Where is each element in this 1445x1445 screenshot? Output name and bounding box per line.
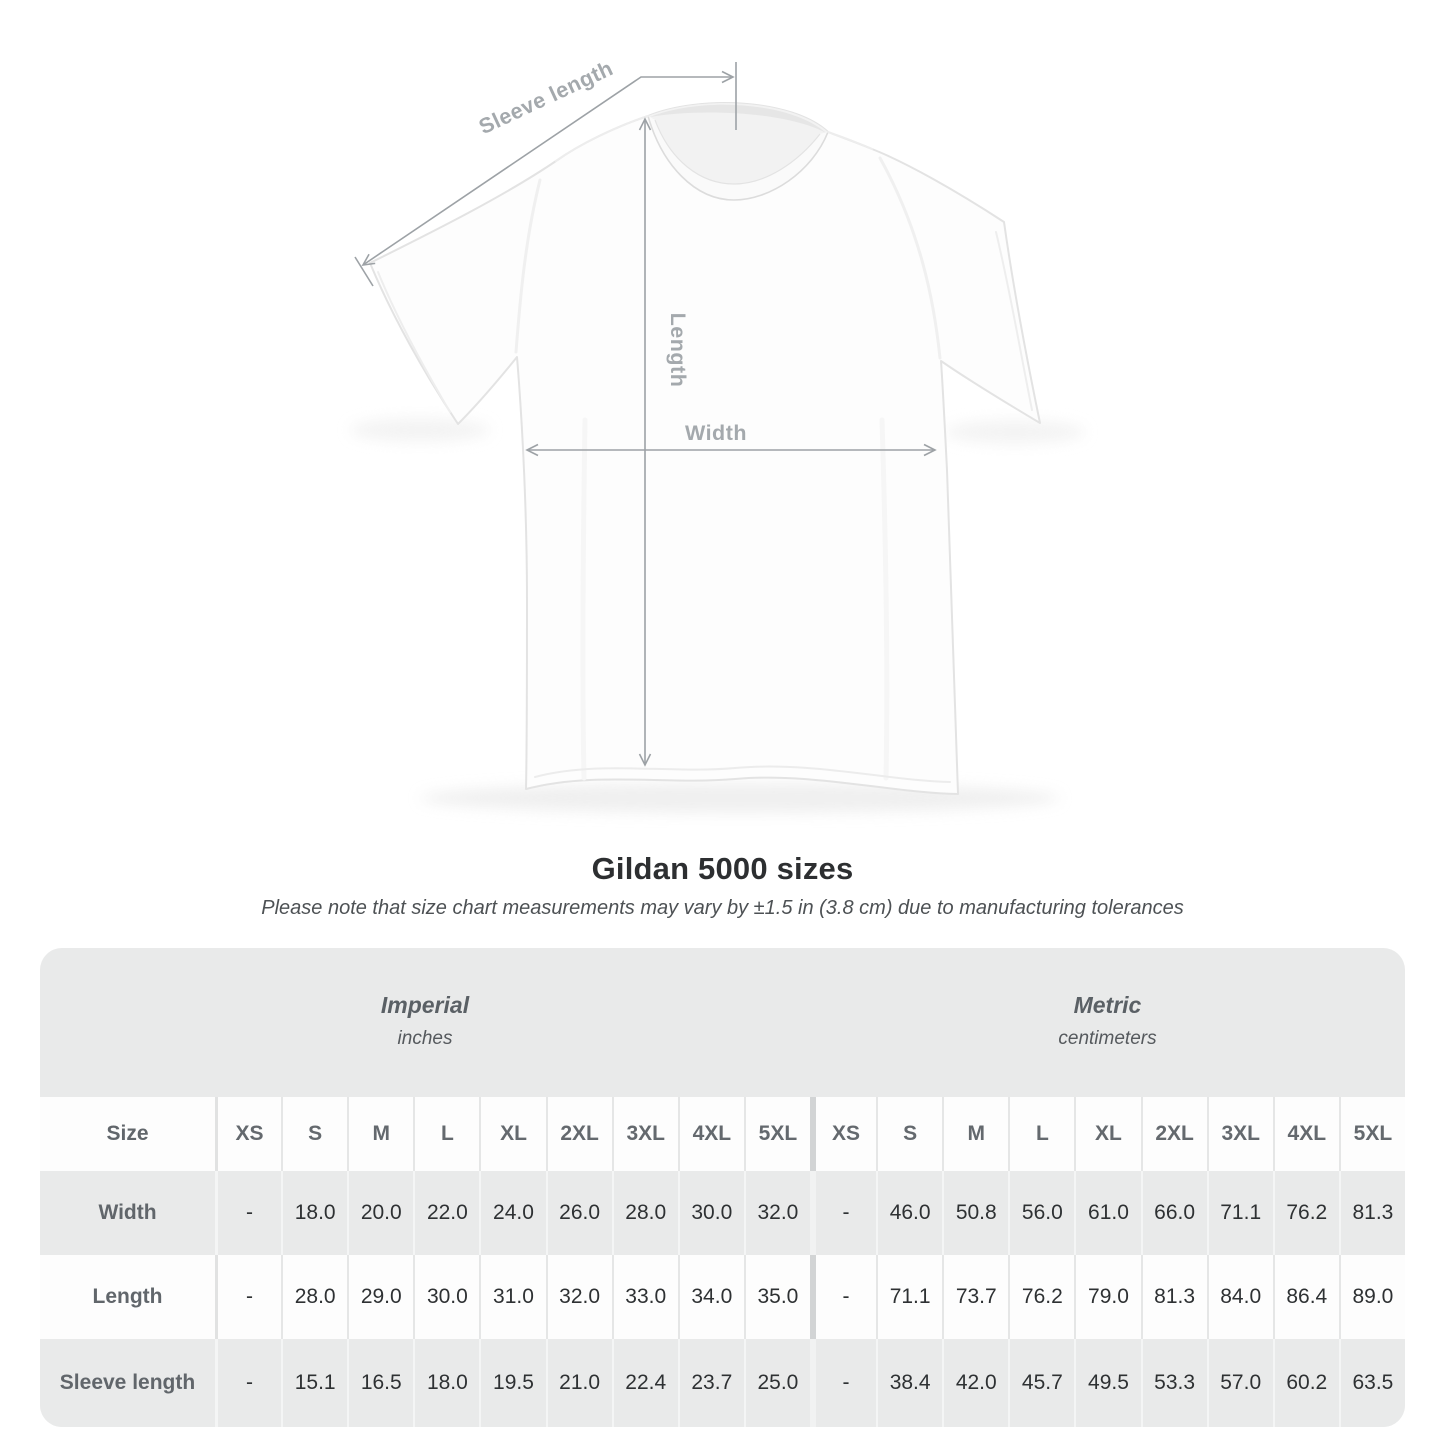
value-sleeve-length-imperial-m: 16.5 — [347, 1339, 413, 1427]
value-width-metric-4xl: 76.2 — [1273, 1171, 1339, 1255]
size-chart-table-container — [40, 948, 1405, 1427]
value-width-imperial-xl: 24.0 — [479, 1171, 545, 1255]
sleeve-end-tick — [355, 257, 373, 286]
row-label-sleeve-length: Sleeve length — [40, 1339, 215, 1427]
value-sleeve-length-metric-xl: 49.5 — [1074, 1339, 1140, 1427]
row-width — [40, 1171, 1405, 1255]
length-label: Length — [666, 312, 690, 388]
value-length-imperial-4xl: 34.0 — [678, 1255, 744, 1339]
value-sleeve-length-metric-2xl: 53.3 — [1141, 1339, 1207, 1427]
value-length-imperial-m: 29.0 — [347, 1255, 413, 1339]
value-length-metric-m: 73.7 — [942, 1255, 1008, 1339]
size-header-cell: Size — [40, 1097, 215, 1171]
size-col-metric-xl: XL — [1074, 1097, 1140, 1171]
value-length-metric-5xl: 89.0 — [1339, 1255, 1405, 1339]
value-length-metric-3xl: 84.0 — [1207, 1255, 1273, 1339]
page-subtitle: Please note that size chart measurements may vary by ±1.5 in (3.8 cm) due to manufacturing tolerances — [261, 897, 1184, 919]
value-width-imperial-l: 22.0 — [413, 1171, 479, 1255]
row-label-length: Length — [40, 1255, 215, 1339]
value-width-metric-s: 46.0 — [876, 1171, 942, 1255]
value-width-metric-5xl: 81.3 — [1339, 1171, 1405, 1255]
size-col-imperial-s: S — [281, 1097, 347, 1171]
row-length — [40, 1255, 1405, 1339]
value-width-imperial-2xl: 26.0 — [546, 1171, 612, 1255]
value-width-imperial-m: 20.0 — [347, 1171, 413, 1255]
unit-band-row — [40, 948, 1405, 1097]
value-length-imperial-2xl: 32.0 — [546, 1255, 612, 1339]
value-width-metric-xs: - — [810, 1171, 876, 1255]
value-sleeve-length-imperial-xs: - — [215, 1339, 281, 1427]
size-col-metric-4xl: 4XL — [1273, 1097, 1339, 1171]
value-sleeve-length-imperial-5xl: 25.0 — [744, 1339, 810, 1427]
value-length-metric-xl: 79.0 — [1074, 1255, 1140, 1339]
size-col-imperial-2xl: 2XL — [546, 1097, 612, 1171]
value-length-metric-xs: - — [810, 1255, 876, 1339]
value-length-imperial-3xl: 33.0 — [612, 1255, 678, 1339]
value-length-imperial-xl: 31.0 — [479, 1255, 545, 1339]
size-col-imperial-5xl: 5XL — [744, 1097, 810, 1171]
shirt-shadow — [420, 783, 1060, 813]
unit-sub-metric: centimeters — [1058, 1027, 1157, 1049]
value-sleeve-length-metric-5xl: 63.5 — [1339, 1339, 1405, 1427]
value-sleeve-length-imperial-2xl: 21.0 — [546, 1339, 612, 1427]
size-col-metric-xs: XS — [810, 1097, 876, 1171]
width-label: Width — [684, 421, 748, 445]
value-width-metric-l: 56.0 — [1008, 1171, 1074, 1255]
value-width-imperial-xs: - — [215, 1171, 281, 1255]
size-col-metric-2xl: 2XL — [1141, 1097, 1207, 1171]
size-col-metric-m: M — [942, 1097, 1008, 1171]
sleeve-shadow-left — [350, 418, 490, 442]
size-col-imperial-xl: XL — [479, 1097, 545, 1171]
value-width-imperial-s: 18.0 — [281, 1171, 347, 1255]
unit-sub-imperial: inches — [397, 1027, 453, 1049]
value-sleeve-length-metric-l: 45.7 — [1008, 1339, 1074, 1427]
value-sleeve-length-metric-m: 42.0 — [942, 1339, 1008, 1427]
value-width-metric-xl: 61.0 — [1074, 1171, 1140, 1255]
value-length-metric-4xl: 86.4 — [1273, 1255, 1339, 1339]
unit-group-metric — [810, 948, 1405, 1097]
value-sleeve-length-metric-s: 38.4 — [876, 1339, 942, 1427]
size-chart-table — [40, 948, 1405, 1427]
value-sleeve-length-metric-xs: - — [810, 1339, 876, 1427]
size-col-metric-3xl: 3XL — [1207, 1097, 1273, 1171]
size-col-imperial-m: M — [347, 1097, 413, 1171]
row-sleeve-length — [40, 1339, 1405, 1427]
unit-group-imperial — [40, 948, 810, 1097]
value-width-imperial-5xl: 32.0 — [744, 1171, 810, 1255]
tshirt-outline — [370, 103, 1040, 794]
value-width-metric-3xl: 71.1 — [1207, 1171, 1273, 1255]
size-col-metric-s: S — [876, 1097, 942, 1171]
size-header-row — [40, 1097, 1405, 1171]
value-length-imperial-l: 30.0 — [413, 1255, 479, 1339]
unit-name-metric: Metric — [1073, 991, 1142, 1018]
size-col-imperial-3xl: 3XL — [612, 1097, 678, 1171]
value-sleeve-length-imperial-xl: 19.5 — [479, 1339, 545, 1427]
value-sleeve-length-imperial-3xl: 22.4 — [612, 1339, 678, 1427]
unit-name-imperial: Imperial — [380, 991, 470, 1018]
size-col-imperial-4xl: 4XL — [678, 1097, 744, 1171]
size-col-imperial-l: L — [413, 1097, 479, 1171]
value-length-imperial-s: 28.0 — [281, 1255, 347, 1339]
value-width-metric-2xl: 66.0 — [1141, 1171, 1207, 1255]
sleeve-length-label: Sleeve length — [475, 56, 617, 140]
value-sleeve-length-metric-3xl: 57.0 — [1207, 1339, 1273, 1427]
value-sleeve-length-metric-4xl: 60.2 — [1273, 1339, 1339, 1427]
value-length-metric-s: 71.1 — [876, 1255, 942, 1339]
value-length-imperial-5xl: 35.0 — [744, 1255, 810, 1339]
size-col-metric-l: L — [1008, 1097, 1074, 1171]
value-length-imperial-xs: - — [215, 1255, 281, 1339]
sleeve-shadow-right — [945, 420, 1085, 444]
value-sleeve-length-imperial-l: 18.0 — [413, 1339, 479, 1427]
value-length-metric-l: 76.2 — [1008, 1255, 1074, 1339]
value-width-imperial-4xl: 30.0 — [678, 1171, 744, 1255]
row-label-width: Width — [40, 1171, 215, 1255]
page-title: Gildan 5000 sizes — [591, 851, 854, 886]
value-width-imperial-3xl: 28.0 — [612, 1171, 678, 1255]
value-sleeve-length-imperial-s: 15.1 — [281, 1339, 347, 1427]
size-col-imperial-xs: XS — [215, 1097, 281, 1171]
size-col-metric-5xl: 5XL — [1339, 1097, 1405, 1171]
value-sleeve-length-imperial-4xl: 23.7 — [678, 1339, 744, 1427]
value-length-metric-2xl: 81.3 — [1141, 1255, 1207, 1339]
value-width-metric-m: 50.8 — [942, 1171, 1008, 1255]
